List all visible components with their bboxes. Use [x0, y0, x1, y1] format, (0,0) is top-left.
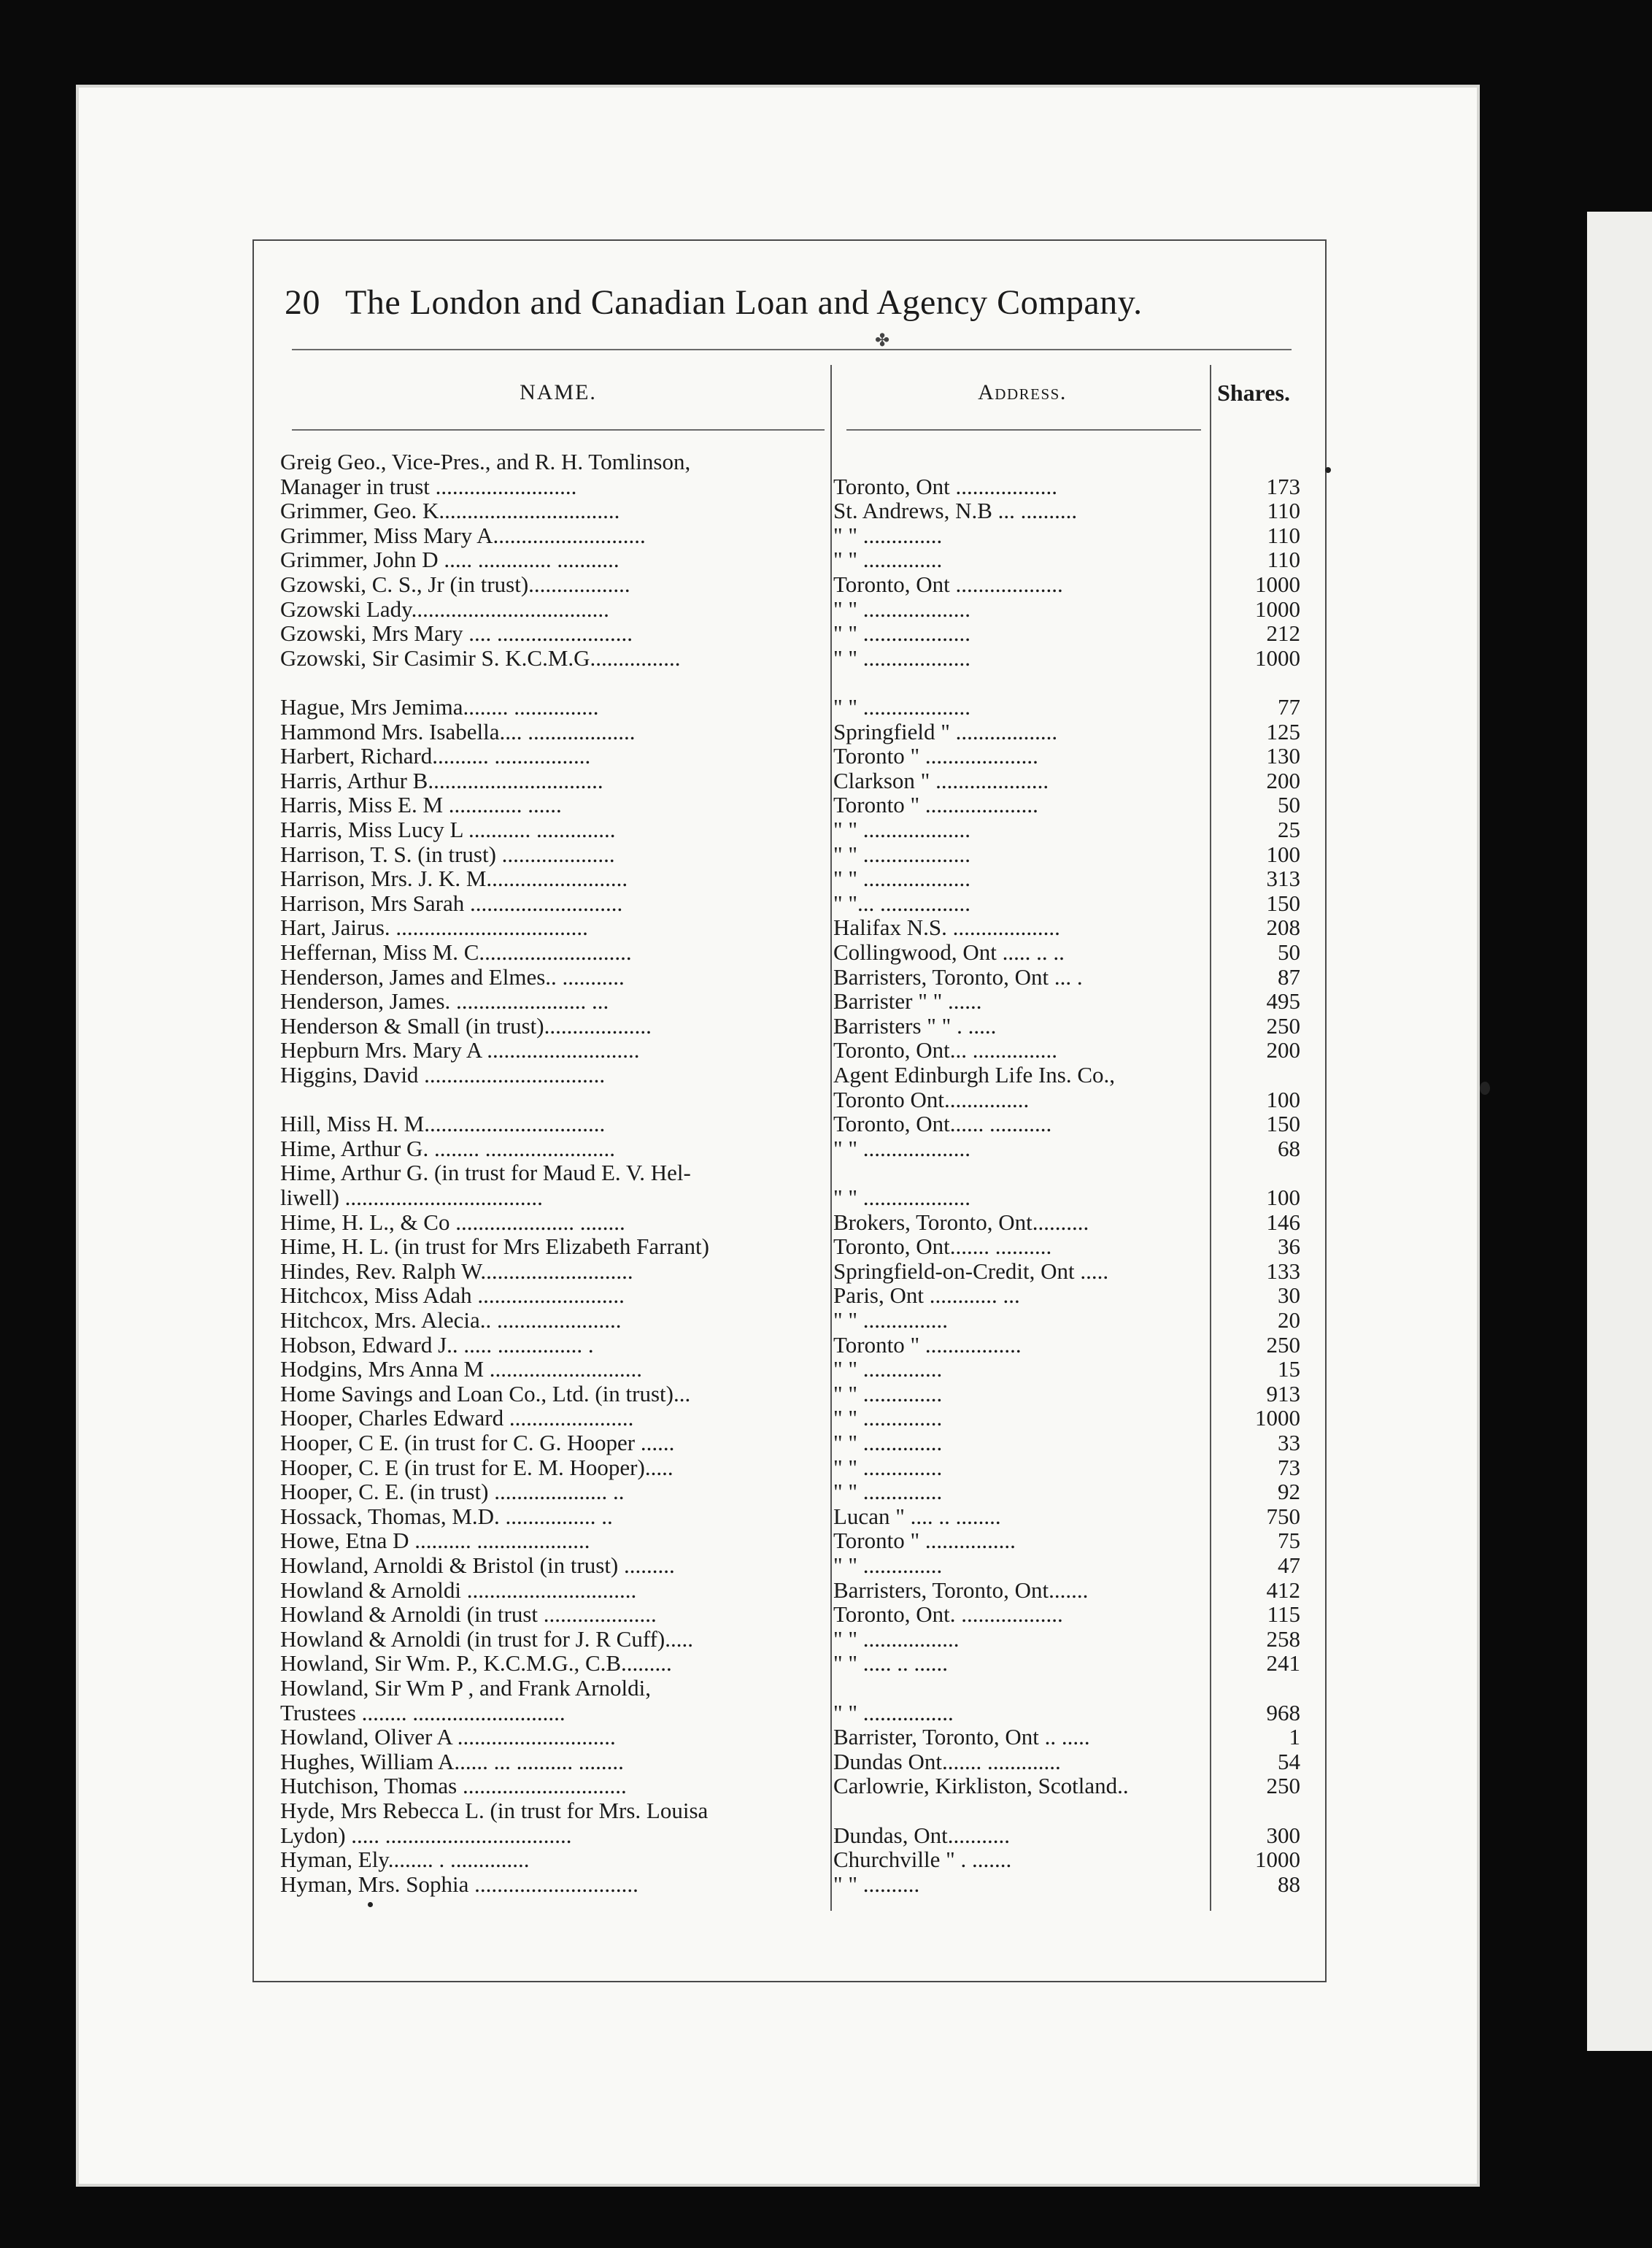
cell-address: " " .............. — [833, 1357, 943, 1382]
table-row — [280, 1234, 1302, 1259]
cell-name: Hindes, Rev. Ralph W........................... — [280, 1258, 633, 1284]
table-row — [280, 1160, 1302, 1185]
shareholder-list — [280, 450, 1302, 1909]
table-row — [280, 1455, 1302, 1480]
cell-address: " "... ................ — [833, 890, 971, 916]
cell-name: Heffernan, Miss M. C........................... — [280, 940, 632, 965]
cell-address: " " ................... — [833, 621, 971, 647]
table-row — [280, 1112, 1302, 1136]
cell-name: Hooper, Charles Edward ...................... — [280, 1406, 634, 1431]
table-row — [280, 866, 1302, 891]
cell-name: Howland, Sir Wm. P., K.C.M.G., C.B......... — [280, 1651, 672, 1677]
table-row — [280, 1749, 1302, 1774]
cell-shares: 1000 — [1255, 1406, 1300, 1431]
cell-shares: 173 — [1266, 474, 1300, 499]
table-row — [280, 670, 1302, 695]
cell-address: Springfield-on-Credit, Ont ..... — [833, 1258, 1109, 1284]
table-row — [280, 621, 1302, 646]
table-row — [280, 1504, 1302, 1529]
cell-name: Harbert, Richard.......... ................. — [280, 744, 591, 769]
cell-address: Barrister, Toronto, Ont .. ..... — [833, 1725, 1090, 1750]
cell-address: Toronto " .................... — [833, 744, 1038, 769]
cell-name: Harrison, T. S. (in trust) .................... — [280, 842, 615, 867]
cell-address: " " .............. — [833, 547, 943, 573]
table-row — [280, 744, 1302, 769]
address-header-rule — [846, 429, 1201, 431]
cell-shares: 73 — [1278, 1455, 1300, 1480]
cell-shares: 33 — [1278, 1431, 1300, 1455]
cell-name: Hyde, Mrs Rebecca L. (in trust for Mrs. Louisa — [280, 1798, 709, 1823]
cell-address: Toronto, Ont...... ........... — [833, 1112, 1052, 1137]
table-row — [280, 1602, 1302, 1627]
cell-shares: 100 — [1266, 1185, 1300, 1210]
cell-name: Hime, H. L., & Co ..................... ........ — [280, 1209, 625, 1235]
cell-name: Hooper, C E. (in trust for C. G. Hooper ...... — [280, 1431, 675, 1455]
cell-shares: 200 — [1266, 1038, 1300, 1063]
cell-shares: 150 — [1266, 1112, 1300, 1137]
table-row — [280, 1357, 1302, 1382]
cell-address: Toronto, Ont .................. — [833, 474, 1057, 499]
cell-name: Hyman, Ely........ . .............. — [280, 1847, 530, 1873]
cell-address: " " .............. — [833, 1455, 943, 1480]
table-row — [280, 1725, 1302, 1749]
cell-address: Barristers " " . ..... — [833, 1013, 997, 1039]
cell-shares: 250 — [1266, 1332, 1300, 1358]
cell-name: Harris, Miss E. M ............. ...... — [280, 793, 562, 818]
cell-address: " " .............. — [833, 1406, 943, 1431]
cell-name: Hossack, Thomas, M.D. ................ .. — [280, 1504, 613, 1529]
cell-name: Hodgins, Mrs Anna M ........................... — [280, 1357, 643, 1382]
cell-shares: 150 — [1266, 890, 1300, 916]
cell-shares: 125 — [1266, 719, 1300, 744]
cell-address: " " .............. — [833, 1431, 943, 1455]
cell-name: Howland, Arnoldi & Bristol (in trust) ......... — [280, 1553, 675, 1578]
table-row — [280, 989, 1302, 1014]
cell-shares: 77 — [1278, 695, 1300, 720]
table-row — [280, 597, 1302, 622]
table-row — [280, 695, 1302, 720]
cell-name: Hitchcox, Mrs. Alecia.. ...................... — [280, 1308, 622, 1333]
cell-name: Grimmer, John D ..... ............. ........... — [280, 547, 620, 573]
table-row — [280, 1088, 1302, 1112]
cell-shares: 750 — [1266, 1504, 1300, 1529]
table-row — [280, 940, 1302, 965]
cell-name: Howe, Etna D .......... .................... — [280, 1528, 590, 1554]
cell-shares: 913 — [1266, 1381, 1300, 1406]
cell-name: Grimmer, Geo. K................................ — [280, 499, 620, 524]
cell-shares: 200 — [1266, 768, 1300, 793]
cell-name: Lydon) ..... ................................. — [280, 1822, 572, 1848]
table-row — [280, 915, 1302, 940]
cell-address: Toronto, Ont... ............... — [833, 1038, 1057, 1063]
cell-shares: 54 — [1278, 1749, 1300, 1774]
table-row — [280, 1798, 1302, 1823]
cell-address: Toronto " .................... — [833, 793, 1038, 818]
cell-address: Toronto " ................ — [833, 1528, 1016, 1554]
cell-shares: 75 — [1278, 1528, 1300, 1554]
cell-name: Hart, Jairus. .................................. — [280, 915, 588, 941]
cell-name: Hooper, C. E. (in trust) .................... .. — [280, 1479, 625, 1505]
cell-name: Higgins, David ................................ — [280, 1063, 606, 1088]
cell-shares: 968 — [1266, 1700, 1300, 1725]
cell-address: " " .......... — [833, 1871, 920, 1897]
cell-shares: 300 — [1266, 1822, 1300, 1848]
cell-shares: 25 — [1278, 817, 1300, 842]
cell-name: Harrison, Mrs Sarah ........................... — [280, 890, 623, 916]
facing-page-edge — [1587, 212, 1652, 2051]
cell-address: " " ................... — [833, 1185, 971, 1210]
table-row — [280, 1210, 1302, 1235]
table-row — [280, 1823, 1302, 1848]
cell-shares: 36 — [1278, 1234, 1300, 1260]
cell-address: " " .............. — [833, 523, 943, 548]
table-row — [280, 1259, 1302, 1284]
cell-address: " " ................... — [833, 842, 971, 867]
cell-address: " " ..... .. ...... — [833, 1651, 949, 1677]
cell-address: " " ................... — [833, 866, 971, 892]
table-row — [280, 547, 1302, 572]
cell-address: " " ................... — [833, 645, 971, 671]
running-head — [285, 277, 1299, 328]
cell-name: Gzowski Lady................................... — [280, 596, 609, 622]
table-row — [280, 965, 1302, 990]
page-title: The London and Canadian Loan and Agency Company. — [345, 283, 1143, 322]
cell-name: liwell) ................................... — [280, 1185, 543, 1210]
table-row — [280, 1847, 1302, 1872]
cell-address: Churchville " . ....... — [833, 1847, 1012, 1873]
cell-name: Hime, Arthur G. (in trust for Maud E. V. Hel- — [280, 1160, 691, 1186]
cell-shares: 15 — [1278, 1357, 1300, 1382]
cell-address: Carlowrie, Kirkliston, Scotland.. — [833, 1774, 1129, 1799]
table-row — [280, 499, 1302, 523]
table-row — [280, 1774, 1302, 1798]
cell-shares: 1 — [1289, 1725, 1300, 1750]
cell-name: Grimmer, Miss Mary A........................... — [280, 523, 646, 548]
cell-shares: 50 — [1278, 940, 1300, 965]
cell-shares: 133 — [1266, 1258, 1300, 1284]
table-row — [280, 1185, 1302, 1210]
cell-name: Howland & Arnoldi .............................. — [280, 1577, 637, 1603]
cell-name: Howland & Arnoldi (in trust .................... — [280, 1602, 657, 1628]
table-row — [280, 1014, 1302, 1039]
cell-shares: 110 — [1267, 499, 1300, 524]
ink-speck — [1325, 467, 1331, 473]
cell-shares: 50 — [1278, 793, 1300, 818]
cell-address: " " ............... — [833, 1308, 949, 1333]
ink-speck — [368, 1902, 373, 1907]
cell-shares: 495 — [1266, 989, 1300, 1015]
table-row — [280, 1063, 1302, 1088]
cell-shares: 1000 — [1255, 572, 1300, 597]
cell-shares: 241 — [1266, 1651, 1300, 1677]
cell-address: Paris, Ont ............ ... — [833, 1283, 1020, 1309]
cell-name: Hobson, Edward J.. ..... ............... . — [280, 1332, 594, 1358]
cell-shares: 1000 — [1255, 1847, 1300, 1873]
table-row — [280, 646, 1302, 671]
table-row — [280, 1651, 1302, 1676]
cell-name: Hime, Arthur G. ........ ....................... — [280, 1136, 615, 1161]
table-row — [280, 1479, 1302, 1504]
cell-shares: 115 — [1267, 1602, 1300, 1628]
table-row — [280, 1431, 1302, 1455]
cell-name: Henderson, James. ....................... ... — [280, 989, 609, 1015]
table-row — [280, 572, 1302, 597]
cell-address: " " ................... — [833, 695, 971, 720]
cell-address: Dundas, Ont........... — [833, 1822, 1010, 1848]
page-number: 20 — [285, 283, 320, 322]
cell-name: Harrison, Mrs. J. K. M......................... — [280, 866, 628, 892]
cell-name: Hutchison, Thomas ............................. — [280, 1774, 627, 1799]
table-row — [280, 474, 1302, 499]
ornament-icon: ✤ — [874, 331, 890, 350]
cell-name: Manager in trust ......................... — [280, 474, 577, 499]
cell-shares: 258 — [1266, 1626, 1300, 1652]
cell-address: Toronto, Ont ................... — [833, 572, 1063, 597]
table-row — [280, 842, 1302, 867]
cell-name: Hooper, C. E (in trust for E. M. Hooper)..... — [280, 1455, 673, 1480]
cell-shares: 212 — [1266, 621, 1300, 647]
cell-shares: 313 — [1266, 866, 1300, 892]
cell-address: Toronto " ................. — [833, 1332, 1022, 1358]
cell-shares: 1000 — [1255, 645, 1300, 671]
table-row — [280, 769, 1302, 793]
name-header-rule — [292, 429, 825, 431]
table-row — [280, 1136, 1302, 1161]
cell-shares: 110 — [1267, 547, 1300, 573]
cell-name: Harris, Arthur B............................... — [280, 768, 603, 793]
table-row — [280, 1627, 1302, 1652]
table-row — [280, 1406, 1302, 1431]
cell-address: Toronto Ont............... — [833, 1087, 1030, 1112]
header-rule — [292, 349, 1292, 350]
cell-shares: 47 — [1278, 1553, 1300, 1578]
cell-address: Barristers, Toronto, Ont ... . — [833, 964, 1083, 990]
cell-address: Springfield " .................. — [833, 719, 1058, 744]
cell-address: " " .............. — [833, 1479, 943, 1505]
cell-shares: 130 — [1266, 744, 1300, 769]
cell-name: Trustees ........ ........................... — [280, 1700, 566, 1725]
table-row — [280, 1333, 1302, 1358]
cell-name: Howland & Arnoldi (in trust for J. R Cuff)..... — [280, 1626, 694, 1652]
cell-shares: 110 — [1267, 523, 1300, 548]
cell-address: Toronto, Ont....... .......... — [833, 1234, 1052, 1260]
table-row — [280, 1872, 1302, 1897]
cell-name: Hughes, William A...... ... .......... ........ — [280, 1749, 624, 1774]
cell-shares: 30 — [1278, 1283, 1300, 1309]
cell-name: Hyman, Mrs. Sophia ............................. — [280, 1871, 638, 1897]
cell-name: Harris, Miss Lucy L ........... .............. — [280, 817, 616, 842]
table-row — [280, 817, 1302, 842]
table-row — [280, 1308, 1302, 1333]
column-header-shares: Shares. — [1217, 380, 1290, 406]
ink-speck — [1480, 1082, 1490, 1095]
table-row — [280, 1701, 1302, 1725]
cell-name: Henderson, James and Elmes.. ........... — [280, 964, 625, 990]
table-row — [280, 1676, 1302, 1701]
table-row — [280, 1382, 1302, 1406]
cell-address: Clarkson " .................... — [833, 768, 1049, 793]
cell-shares: 87 — [1278, 964, 1300, 990]
cell-name: Gzowski, Sir Casimir S. K.C.M.G................ — [280, 645, 681, 671]
cell-address: Halifax N.S. ................... — [833, 915, 1060, 941]
table-row — [280, 1283, 1302, 1308]
cell-address: Lucan " .... .. ........ — [833, 1504, 1001, 1529]
cell-shares: 20 — [1278, 1308, 1300, 1333]
table-row — [280, 793, 1302, 817]
cell-shares: 250 — [1266, 1774, 1300, 1799]
cell-address: " " ................... — [833, 596, 971, 622]
cell-address: Agent Edinburgh Life Ins. Co., — [833, 1063, 1116, 1088]
cell-name: Gzowski, Mrs Mary .... ........................ — [280, 621, 633, 647]
cell-shares: 250 — [1266, 1013, 1300, 1039]
cell-shares: 1000 — [1255, 596, 1300, 622]
cell-address: " " ................ — [833, 1700, 954, 1725]
cell-address: Barristers, Toronto, Ont....... — [833, 1577, 1089, 1603]
cell-address: " " .............. — [833, 1381, 943, 1406]
cell-shares: 100 — [1266, 1087, 1300, 1112]
cell-shares: 100 — [1266, 842, 1300, 867]
table-row — [280, 1578, 1302, 1603]
cell-name: Gzowski, C. S., Jr (in trust).................. — [280, 572, 630, 597]
table-row — [280, 720, 1302, 744]
cell-name: Hammond Mrs. Isabella.... ................... — [280, 719, 636, 744]
cell-address: " " ................. — [833, 1626, 960, 1652]
cell-shares: 88 — [1278, 1871, 1300, 1897]
cell-name: Greig Geo., Vice-Pres., and R. H. Tomlinson, — [280, 450, 691, 474]
cell-shares: 68 — [1278, 1136, 1300, 1161]
cell-address: Collingwood, Ont ..... .. .. — [833, 940, 1065, 965]
cell-address: " " ................... — [833, 1136, 971, 1161]
cell-address: Barrister " " ...... — [833, 989, 982, 1015]
cell-shares: 146 — [1266, 1209, 1300, 1235]
cell-address: Brokers, Toronto, Ont.......... — [833, 1209, 1089, 1235]
table-row — [280, 523, 1302, 548]
cell-name: Hague, Mrs Jemima........ ............... — [280, 695, 599, 720]
cell-name: Hitchcox, Miss Adah .......................... — [280, 1283, 625, 1309]
cell-name: Home Savings and Loan Co., Ltd. (in trust)... — [280, 1381, 691, 1406]
cell-address: Dundas Ont....... ............. — [833, 1749, 1061, 1774]
cell-address: St. Andrews, N.B ... .......... — [833, 499, 1078, 524]
table-row — [280, 1553, 1302, 1578]
cell-name: Hepburn Mrs. Mary A ........................... — [280, 1038, 640, 1063]
cell-address: " " ................... — [833, 817, 971, 842]
cell-shares: 92 — [1278, 1479, 1300, 1505]
cell-name: Howland, Sir Wm P , and Frank Arnoldi, — [280, 1676, 652, 1701]
column-header-address: Address. — [978, 380, 1067, 404]
cell-name: Hill, Miss H. M................................ — [280, 1112, 606, 1137]
cell-name: Henderson & Small (in trust)................... — [280, 1013, 652, 1039]
cell-shares: 412 — [1266, 1577, 1300, 1603]
cell-name: Howland, Oliver A ............................ — [280, 1725, 616, 1750]
table-row — [280, 891, 1302, 916]
table-row — [280, 1038, 1302, 1063]
cell-shares: 208 — [1266, 915, 1300, 941]
table-row — [280, 450, 1302, 474]
column-header-name: NAME. — [520, 380, 597, 404]
cell-address: " " .............. — [833, 1553, 943, 1578]
cell-address: Toronto, Ont. .................. — [833, 1602, 1063, 1628]
cell-name: Hime, H. L. (in trust for Mrs Elizabeth Farrant) — [280, 1234, 709, 1260]
table-row — [280, 1528, 1302, 1553]
